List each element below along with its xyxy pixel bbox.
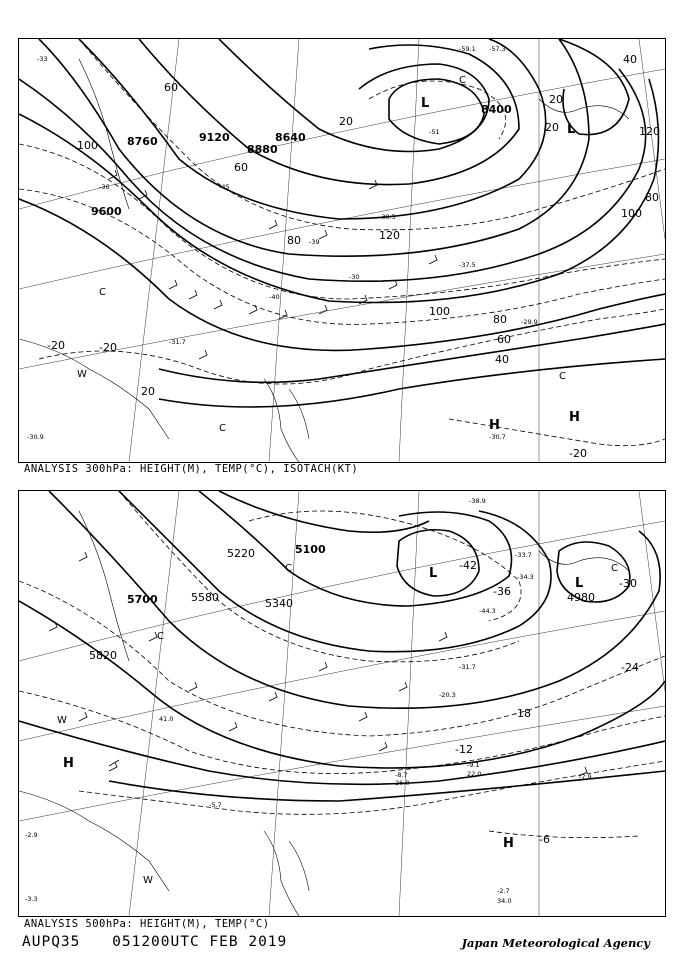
product-header: [22, 934, 309, 950]
station-value: -37.5: [459, 261, 476, 269]
coastlines: [19, 511, 629, 916]
height-label: 5100: [295, 543, 326, 556]
temp-label: -20: [47, 339, 65, 352]
isotach-label: 100: [429, 305, 450, 318]
isotach-label: 100: [77, 139, 98, 152]
station-value: -2.7: [497, 887, 510, 895]
station-value: -5.7: [209, 801, 222, 809]
grid-lines: [19, 491, 665, 916]
station-value: 26.0: [395, 779, 410, 787]
station-value: -8.7: [395, 771, 408, 779]
station-value: -29.9: [521, 318, 538, 326]
pressure-systems: [77, 75, 580, 434]
height-label: 5580: [191, 591, 219, 604]
caption-300hpa: ANALYSIS 300hPa: HEIGHT(M), TEMP(°C), ISOTACH(KT): [24, 463, 359, 475]
station-value: -30: [349, 273, 360, 281]
low-center: L: [575, 576, 584, 591]
height-label: 8880: [247, 143, 278, 156]
height-contours: [19, 491, 665, 801]
cold-center: C: [99, 287, 106, 298]
height-label: 5700: [127, 593, 158, 606]
station-value: -44.3: [479, 607, 496, 615]
isotach-label: 80: [493, 313, 507, 326]
station-value: -33.7: [515, 551, 532, 559]
height-labels: [91, 103, 512, 218]
station-value: -40: [269, 293, 280, 301]
high-center: H: [63, 756, 74, 771]
caption-500hpa: ANALYSIS 500hPa: HEIGHT(M), TEMP(°C): [24, 918, 270, 930]
station-value: -2.9: [25, 831, 38, 839]
temp-label: 20: [549, 93, 563, 106]
wind-barbs: [109, 170, 437, 359]
temp-label: 20: [141, 385, 155, 398]
low-center: L: [567, 122, 576, 137]
cold-center: C: [559, 371, 566, 382]
isotach-label: 60: [164, 81, 178, 94]
chart-500hpa: [18, 490, 666, 917]
station-value: -20.3: [439, 691, 456, 699]
temp-labels: [47, 93, 587, 460]
station-value: -33: [37, 55, 48, 63]
cold-center: C: [157, 631, 164, 642]
station-value: -7.9: [579, 773, 592, 781]
map-300hpa: [19, 39, 665, 462]
isotach-label: 60: [234, 161, 248, 174]
station-value: -39: [309, 238, 320, 246]
station-value: -34.3: [517, 573, 534, 581]
temp-label: -30: [619, 577, 637, 590]
low-center: L: [429, 566, 438, 581]
station-value: 34.0: [497, 897, 512, 905]
station-value: 22.0: [467, 770, 482, 778]
isotach-label: 120: [639, 125, 660, 138]
high-center: H: [569, 410, 580, 425]
valid-time: 051200UTC FEB 2019: [112, 934, 288, 950]
cold-center: C: [459, 75, 466, 86]
station-value: -39.5: [379, 213, 396, 221]
height-labels: [89, 543, 595, 662]
station-value: -45: [219, 183, 230, 191]
high-center: H: [489, 418, 500, 433]
height-label: 9120: [199, 131, 230, 144]
temp-label: -12: [455, 743, 473, 756]
height-label: 8640: [275, 131, 306, 144]
temp-label: -36: [493, 585, 511, 598]
cold-center: C: [285, 563, 292, 574]
isotach-label: 120: [379, 229, 400, 242]
height-label: 8400: [481, 103, 512, 116]
warm-center: W: [143, 875, 153, 886]
temp-label: 20: [545, 121, 559, 134]
station-value: 41.0: [159, 715, 174, 723]
isotach-label: 80: [645, 191, 659, 204]
height-label: 9600: [91, 205, 122, 218]
high-center: H: [503, 836, 514, 851]
map-500hpa: [19, 491, 665, 916]
height-label: 5820: [89, 649, 117, 662]
isotach-labels: [77, 53, 660, 366]
temp-label: -24: [621, 661, 639, 674]
station-value: -30.9: [27, 433, 44, 441]
agency-name: Japan Meteorological Agency: [461, 936, 650, 950]
height-label: 8760: [127, 135, 158, 148]
grid-lines: [19, 39, 665, 462]
station-value: -57.3: [489, 45, 506, 53]
cold-center: C: [611, 563, 618, 574]
temp-label: -6: [539, 833, 550, 846]
station-value: -59.1: [459, 45, 476, 53]
station-value: -31.7: [169, 338, 186, 346]
warm-center: W: [77, 369, 87, 380]
temp-label: -20: [99, 341, 117, 354]
isotach-label: 40: [495, 353, 509, 366]
station-value: -9.1: [467, 761, 480, 769]
low-center: L: [421, 96, 430, 111]
temp-label: -18: [513, 707, 531, 720]
station-value: -38.9: [469, 497, 486, 505]
chart-300hpa: [18, 38, 666, 463]
isotach-label: 80: [287, 234, 301, 247]
height-label: 5340: [265, 597, 293, 610]
pressure-systems: [57, 563, 618, 886]
isotach-label: 40: [623, 53, 637, 66]
product-code: AUPQ35: [22, 934, 81, 950]
cold-center: C: [219, 423, 226, 434]
temp-label: -42: [459, 559, 477, 572]
isotach-label: 60: [497, 333, 511, 346]
station-value: -36: [99, 183, 110, 191]
height-label: 5220: [227, 547, 255, 560]
station-value: -30.7: [489, 433, 506, 441]
station-value: -31.7: [459, 663, 476, 671]
warm-center: W: [57, 715, 67, 726]
station-value: -51: [429, 128, 440, 136]
isotach-label: 100: [621, 207, 642, 220]
isotach-label: 20: [339, 115, 353, 128]
height-label: 4980: [567, 591, 595, 604]
temp-label: -20: [569, 447, 587, 460]
station-value: -3.3: [25, 895, 38, 903]
